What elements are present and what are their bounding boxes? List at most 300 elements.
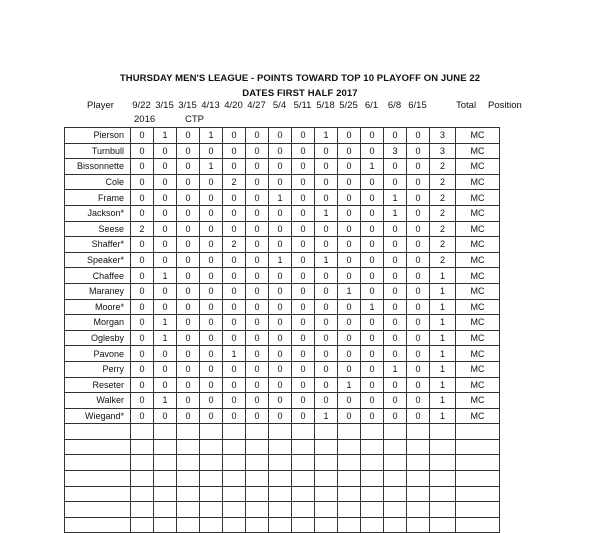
points-cell: 0 bbox=[246, 268, 269, 284]
points-cell: 0 bbox=[223, 408, 246, 424]
points-cell: 0 bbox=[200, 299, 223, 315]
empty-cell bbox=[315, 424, 338, 440]
empty-cell bbox=[131, 517, 154, 533]
points-cell: 0 bbox=[338, 128, 361, 144]
empty-cell bbox=[338, 502, 361, 518]
points-cell: 0 bbox=[223, 393, 246, 409]
player-name-cell: Perry bbox=[65, 361, 131, 377]
empty-cell bbox=[430, 424, 456, 440]
points-cell: 0 bbox=[131, 299, 154, 315]
points-cell: 0 bbox=[361, 268, 384, 284]
total-cell: 2 bbox=[430, 159, 456, 175]
points-cell: 0 bbox=[269, 283, 292, 299]
points-cell: 0 bbox=[246, 143, 269, 159]
points-cell: 0 bbox=[131, 143, 154, 159]
position-header: Position bbox=[488, 100, 522, 111]
points-cell: 0 bbox=[154, 237, 177, 253]
points-cell: 0 bbox=[407, 393, 430, 409]
table-row bbox=[65, 299, 500, 315]
points-cell: 0 bbox=[361, 205, 384, 221]
date-header: 5/11 bbox=[293, 100, 312, 111]
points-cell: 0 bbox=[154, 143, 177, 159]
points-cell: 0 bbox=[200, 268, 223, 284]
points-cell: 1 bbox=[154, 315, 177, 331]
empty-cell bbox=[131, 471, 154, 487]
total-cell: 2 bbox=[430, 237, 456, 253]
points-cell: 0 bbox=[269, 237, 292, 253]
points-cell: 1 bbox=[315, 205, 338, 221]
empty-cell bbox=[131, 424, 154, 440]
points-cell: 0 bbox=[269, 299, 292, 315]
points-cell: 0 bbox=[384, 315, 407, 331]
position-cell: MC bbox=[456, 299, 500, 315]
points-cell: 0 bbox=[384, 237, 407, 253]
table-row bbox=[65, 143, 500, 159]
player-name-cell: Bissonnette bbox=[65, 159, 131, 175]
date-header: 3/15 bbox=[178, 100, 197, 111]
empty-cell bbox=[177, 502, 200, 518]
points-cell: 0 bbox=[131, 174, 154, 190]
player-name-cell: Seese bbox=[65, 221, 131, 237]
empty-cell bbox=[407, 439, 430, 455]
points-cell: 0 bbox=[154, 346, 177, 362]
points-cell: 1 bbox=[315, 252, 338, 268]
empty-cell bbox=[315, 439, 338, 455]
empty-cell bbox=[177, 486, 200, 502]
points-cell: 0 bbox=[223, 330, 246, 346]
position-cell: MC bbox=[456, 268, 500, 284]
points-cell: 0 bbox=[384, 221, 407, 237]
points-cell: 0 bbox=[154, 361, 177, 377]
empty-cell bbox=[65, 517, 131, 533]
empty-cell bbox=[384, 439, 407, 455]
empty-cell bbox=[338, 424, 361, 440]
points-cell: 1 bbox=[154, 393, 177, 409]
table-row bbox=[65, 237, 500, 253]
points-cell: 0 bbox=[407, 128, 430, 144]
empty-cell bbox=[131, 502, 154, 518]
points-cell: 0 bbox=[154, 221, 177, 237]
empty-cell bbox=[246, 502, 269, 518]
points-cell: 1 bbox=[154, 128, 177, 144]
points-cell: 2 bbox=[131, 221, 154, 237]
points-cell: 0 bbox=[223, 190, 246, 206]
points-cell: 0 bbox=[200, 205, 223, 221]
empty-cell bbox=[361, 424, 384, 440]
empty-cell bbox=[361, 439, 384, 455]
points-cell: 0 bbox=[361, 174, 384, 190]
player-name-cell: Turnbull bbox=[65, 143, 131, 159]
points-cell: 0 bbox=[177, 143, 200, 159]
points-cell: 0 bbox=[384, 283, 407, 299]
points-cell: 0 bbox=[292, 174, 315, 190]
total-cell: 1 bbox=[430, 330, 456, 346]
table-row bbox=[65, 190, 500, 206]
empty-cell bbox=[246, 486, 269, 502]
empty-cell bbox=[65, 439, 131, 455]
empty-cell bbox=[200, 424, 223, 440]
empty-cell bbox=[407, 471, 430, 487]
points-cell: 0 bbox=[315, 221, 338, 237]
points-cell: 0 bbox=[246, 128, 269, 144]
points-cell: 0 bbox=[223, 315, 246, 331]
points-cell: 0 bbox=[177, 408, 200, 424]
empty-cell bbox=[361, 455, 384, 471]
position-cell: MC bbox=[456, 361, 500, 377]
points-cell: 1 bbox=[338, 283, 361, 299]
points-cell: 1 bbox=[269, 252, 292, 268]
points-cell: 0 bbox=[269, 268, 292, 284]
empty-cell bbox=[269, 439, 292, 455]
points-cell: 0 bbox=[223, 377, 246, 393]
points-cell: 0 bbox=[200, 408, 223, 424]
points-cell: 0 bbox=[384, 377, 407, 393]
points-cell: 0 bbox=[361, 315, 384, 331]
player-name-cell: Morgan bbox=[65, 315, 131, 331]
empty-row bbox=[65, 517, 500, 533]
position-cell: MC bbox=[456, 315, 500, 331]
empty-cell bbox=[361, 471, 384, 487]
table-row bbox=[65, 159, 500, 175]
empty-cell bbox=[65, 486, 131, 502]
points-cell: 0 bbox=[384, 128, 407, 144]
total-cell: 1 bbox=[430, 283, 456, 299]
points-cell: 0 bbox=[338, 346, 361, 362]
points-cell: 0 bbox=[407, 221, 430, 237]
empty-cell bbox=[456, 517, 500, 533]
points-cell: 0 bbox=[338, 237, 361, 253]
points-cell: 0 bbox=[223, 128, 246, 144]
points-cell: 0 bbox=[246, 299, 269, 315]
points-cell: 0 bbox=[223, 361, 246, 377]
points-cell: 0 bbox=[407, 190, 430, 206]
empty-cell bbox=[407, 455, 430, 471]
empty-cell bbox=[269, 486, 292, 502]
table-row bbox=[65, 377, 500, 393]
total-cell: 2 bbox=[430, 221, 456, 237]
points-cell: 0 bbox=[223, 283, 246, 299]
points-cell: 0 bbox=[384, 252, 407, 268]
empty-cell bbox=[338, 486, 361, 502]
points-cell: 0 bbox=[177, 128, 200, 144]
points-cell: 0 bbox=[407, 268, 430, 284]
points-cell: 0 bbox=[338, 205, 361, 221]
points-cell: 0 bbox=[269, 330, 292, 346]
points-cell: 0 bbox=[154, 205, 177, 221]
player-header: Player bbox=[87, 100, 114, 111]
points-cell: 0 bbox=[361, 190, 384, 206]
points-cell: 0 bbox=[154, 408, 177, 424]
total-cell: 1 bbox=[430, 268, 456, 284]
ctp-note: CTP bbox=[185, 114, 204, 125]
empty-cell bbox=[430, 486, 456, 502]
player-name-cell: Cole bbox=[65, 174, 131, 190]
points-cell: 0 bbox=[177, 315, 200, 331]
points-cell: 1 bbox=[315, 128, 338, 144]
points-cell: 1 bbox=[361, 299, 384, 315]
points-cell: 0 bbox=[407, 174, 430, 190]
points-cell: 0 bbox=[131, 393, 154, 409]
points-cell: 0 bbox=[177, 237, 200, 253]
points-cell: 0 bbox=[407, 283, 430, 299]
points-cell: 1 bbox=[200, 159, 223, 175]
position-cell: MC bbox=[456, 330, 500, 346]
points-cell: 0 bbox=[246, 361, 269, 377]
points-cell: 0 bbox=[384, 330, 407, 346]
empty-row bbox=[65, 471, 500, 487]
position-cell: MC bbox=[456, 408, 500, 424]
empty-cell bbox=[315, 502, 338, 518]
points-cell: 0 bbox=[177, 377, 200, 393]
points-cell: 0 bbox=[223, 221, 246, 237]
points-cell: 0 bbox=[131, 268, 154, 284]
points-cell: 0 bbox=[154, 159, 177, 175]
empty-cell bbox=[384, 424, 407, 440]
empty-cell bbox=[456, 424, 500, 440]
table-row bbox=[65, 205, 500, 221]
empty-cell bbox=[315, 471, 338, 487]
points-cell: 0 bbox=[154, 190, 177, 206]
points-cell: 0 bbox=[292, 237, 315, 253]
empty-cell bbox=[361, 486, 384, 502]
page-title: THURSDAY MEN'S LEAGUE - POINTS TOWARD TOP 10 PLAYOFF ON JUNE 22 bbox=[119, 73, 481, 84]
empty-cell bbox=[223, 502, 246, 518]
points-cell: 0 bbox=[177, 268, 200, 284]
empty-cell bbox=[223, 439, 246, 455]
date-header: 4/20 bbox=[224, 100, 243, 111]
points-cell: 0 bbox=[292, 128, 315, 144]
empty-cell bbox=[361, 502, 384, 518]
total-cell: 3 bbox=[430, 143, 456, 159]
points-cell: 2 bbox=[223, 237, 246, 253]
points-cell: 0 bbox=[131, 190, 154, 206]
points-cell: 0 bbox=[338, 221, 361, 237]
points-cell: 0 bbox=[292, 268, 315, 284]
empty-cell bbox=[223, 455, 246, 471]
points-cell: 0 bbox=[131, 128, 154, 144]
empty-cell bbox=[456, 486, 500, 502]
points-cell: 0 bbox=[361, 143, 384, 159]
player-name-cell: Shaffer* bbox=[65, 237, 131, 253]
points-cell: 0 bbox=[269, 221, 292, 237]
points-cell: 0 bbox=[384, 174, 407, 190]
empty-cell bbox=[269, 471, 292, 487]
empty-cell bbox=[177, 517, 200, 533]
player-name-cell: Pavone bbox=[65, 346, 131, 362]
points-cell: 0 bbox=[246, 283, 269, 299]
empty-cell bbox=[384, 502, 407, 518]
points-cell: 0 bbox=[407, 377, 430, 393]
points-cell: 0 bbox=[131, 346, 154, 362]
total-cell: 1 bbox=[430, 408, 456, 424]
total-cell: 2 bbox=[430, 252, 456, 268]
points-cell: 0 bbox=[154, 174, 177, 190]
date-header: 3/15 bbox=[155, 100, 174, 111]
points-cell: 0 bbox=[177, 190, 200, 206]
empty-cell bbox=[269, 502, 292, 518]
points-cell: 0 bbox=[246, 205, 269, 221]
points-cell: 1 bbox=[269, 190, 292, 206]
points-cell: 0 bbox=[407, 361, 430, 377]
empty-cell bbox=[246, 471, 269, 487]
points-cell: 0 bbox=[315, 330, 338, 346]
points-cell: 0 bbox=[246, 159, 269, 175]
points-cell: 0 bbox=[246, 346, 269, 362]
points-cell: 0 bbox=[177, 174, 200, 190]
player-name-cell: Oglesby bbox=[65, 330, 131, 346]
points-cell: 0 bbox=[292, 283, 315, 299]
empty-cell bbox=[456, 439, 500, 455]
position-cell: MC bbox=[456, 221, 500, 237]
empty-cell bbox=[200, 502, 223, 518]
points-cell: 0 bbox=[315, 361, 338, 377]
points-cell: 0 bbox=[131, 237, 154, 253]
points-cell: 0 bbox=[338, 252, 361, 268]
points-cell: 0 bbox=[177, 283, 200, 299]
points-cell: 0 bbox=[361, 221, 384, 237]
empty-cell bbox=[269, 455, 292, 471]
empty-cell bbox=[430, 502, 456, 518]
points-cell: 0 bbox=[292, 377, 315, 393]
points-cell: 0 bbox=[200, 377, 223, 393]
position-cell: MC bbox=[456, 283, 500, 299]
empty-cell bbox=[292, 455, 315, 471]
position-cell: MC bbox=[456, 393, 500, 409]
points-cell: 0 bbox=[200, 221, 223, 237]
position-cell: MC bbox=[456, 174, 500, 190]
table-row bbox=[65, 330, 500, 346]
total-header: Total bbox=[456, 100, 477, 111]
empty-cell bbox=[456, 471, 500, 487]
empty-cell bbox=[407, 517, 430, 533]
points-cell: 0 bbox=[269, 408, 292, 424]
points-cell: 0 bbox=[407, 408, 430, 424]
empty-cell bbox=[292, 517, 315, 533]
points-cell: 0 bbox=[246, 190, 269, 206]
empty-cell bbox=[154, 517, 177, 533]
points-cell: 0 bbox=[338, 159, 361, 175]
empty-cell bbox=[292, 471, 315, 487]
empty-row bbox=[65, 502, 500, 518]
points-cell: 0 bbox=[315, 346, 338, 362]
table-row bbox=[65, 361, 500, 377]
points-cell: 0 bbox=[407, 346, 430, 362]
empty-cell bbox=[154, 471, 177, 487]
empty-cell bbox=[177, 455, 200, 471]
position-cell: MC bbox=[456, 143, 500, 159]
player-name-cell: Chaffee bbox=[65, 268, 131, 284]
empty-cell bbox=[292, 486, 315, 502]
empty-cell bbox=[154, 502, 177, 518]
points-cell: 0 bbox=[315, 377, 338, 393]
points-cell: 0 bbox=[315, 159, 338, 175]
points-cell: 0 bbox=[292, 299, 315, 315]
empty-cell bbox=[154, 439, 177, 455]
empty-row bbox=[65, 439, 500, 455]
empty-cell bbox=[292, 439, 315, 455]
empty-cell bbox=[384, 471, 407, 487]
date-header: 6/1 bbox=[364, 100, 379, 111]
empty-cell bbox=[154, 424, 177, 440]
empty-cell bbox=[292, 502, 315, 518]
empty-row bbox=[65, 486, 500, 502]
empty-cell bbox=[315, 455, 338, 471]
total-cell: 2 bbox=[430, 205, 456, 221]
empty-cell bbox=[200, 439, 223, 455]
points-cell: 0 bbox=[269, 205, 292, 221]
points-cell: 0 bbox=[361, 377, 384, 393]
date-header: 6/8 bbox=[387, 100, 402, 111]
points-cell: 0 bbox=[269, 346, 292, 362]
points-cell: 0 bbox=[292, 205, 315, 221]
points-cell: 0 bbox=[246, 315, 269, 331]
empty-cell bbox=[65, 424, 131, 440]
points-cell: 0 bbox=[131, 330, 154, 346]
points-cell: 0 bbox=[338, 393, 361, 409]
points-cell: 0 bbox=[269, 143, 292, 159]
points-cell: 0 bbox=[177, 205, 200, 221]
points-cell: 1 bbox=[384, 205, 407, 221]
points-cell: 0 bbox=[292, 159, 315, 175]
empty-cell bbox=[131, 486, 154, 502]
empty-cell bbox=[131, 439, 154, 455]
page-subtitle: DATES FIRST HALF 2017 bbox=[242, 88, 358, 99]
points-cell: 0 bbox=[200, 143, 223, 159]
points-cell: 0 bbox=[292, 408, 315, 424]
points-cell: 0 bbox=[407, 330, 430, 346]
points-cell: 0 bbox=[292, 346, 315, 362]
year-note: 2016 bbox=[134, 114, 156, 125]
player-name-cell: Reseter bbox=[65, 377, 131, 393]
points-cell: 0 bbox=[384, 408, 407, 424]
points-cell: 0 bbox=[177, 299, 200, 315]
empty-cell bbox=[407, 424, 430, 440]
total-cell: 1 bbox=[430, 393, 456, 409]
points-cell: 0 bbox=[131, 205, 154, 221]
position-cell: MC bbox=[456, 252, 500, 268]
points-cell: 0 bbox=[361, 393, 384, 409]
empty-cell bbox=[246, 455, 269, 471]
empty-cell bbox=[384, 455, 407, 471]
empty-cell bbox=[177, 471, 200, 487]
points-cell: 0 bbox=[177, 393, 200, 409]
points-cell: 1 bbox=[338, 377, 361, 393]
date-header: 4/27 bbox=[247, 100, 266, 111]
empty-cell bbox=[154, 455, 177, 471]
player-name-cell: Walker bbox=[65, 393, 131, 409]
empty-cell bbox=[430, 471, 456, 487]
points-cell: 0 bbox=[246, 408, 269, 424]
points-cell: 0 bbox=[200, 283, 223, 299]
points-cell: 0 bbox=[292, 221, 315, 237]
position-cell: MC bbox=[456, 237, 500, 253]
points-cell: 0 bbox=[361, 252, 384, 268]
position-cell: MC bbox=[456, 159, 500, 175]
table-row bbox=[65, 393, 500, 409]
points-cell: 0 bbox=[154, 377, 177, 393]
empty-cell bbox=[384, 486, 407, 502]
points-cell: 0 bbox=[338, 190, 361, 206]
points-cell: 0 bbox=[361, 128, 384, 144]
position-cell: MC bbox=[456, 190, 500, 206]
points-cell: 1 bbox=[154, 268, 177, 284]
empty-cell bbox=[131, 455, 154, 471]
points-cell: 0 bbox=[315, 237, 338, 253]
empty-row bbox=[65, 455, 500, 471]
points-cell: 0 bbox=[338, 315, 361, 331]
points-cell: 0 bbox=[338, 143, 361, 159]
total-cell: 1 bbox=[430, 315, 456, 331]
